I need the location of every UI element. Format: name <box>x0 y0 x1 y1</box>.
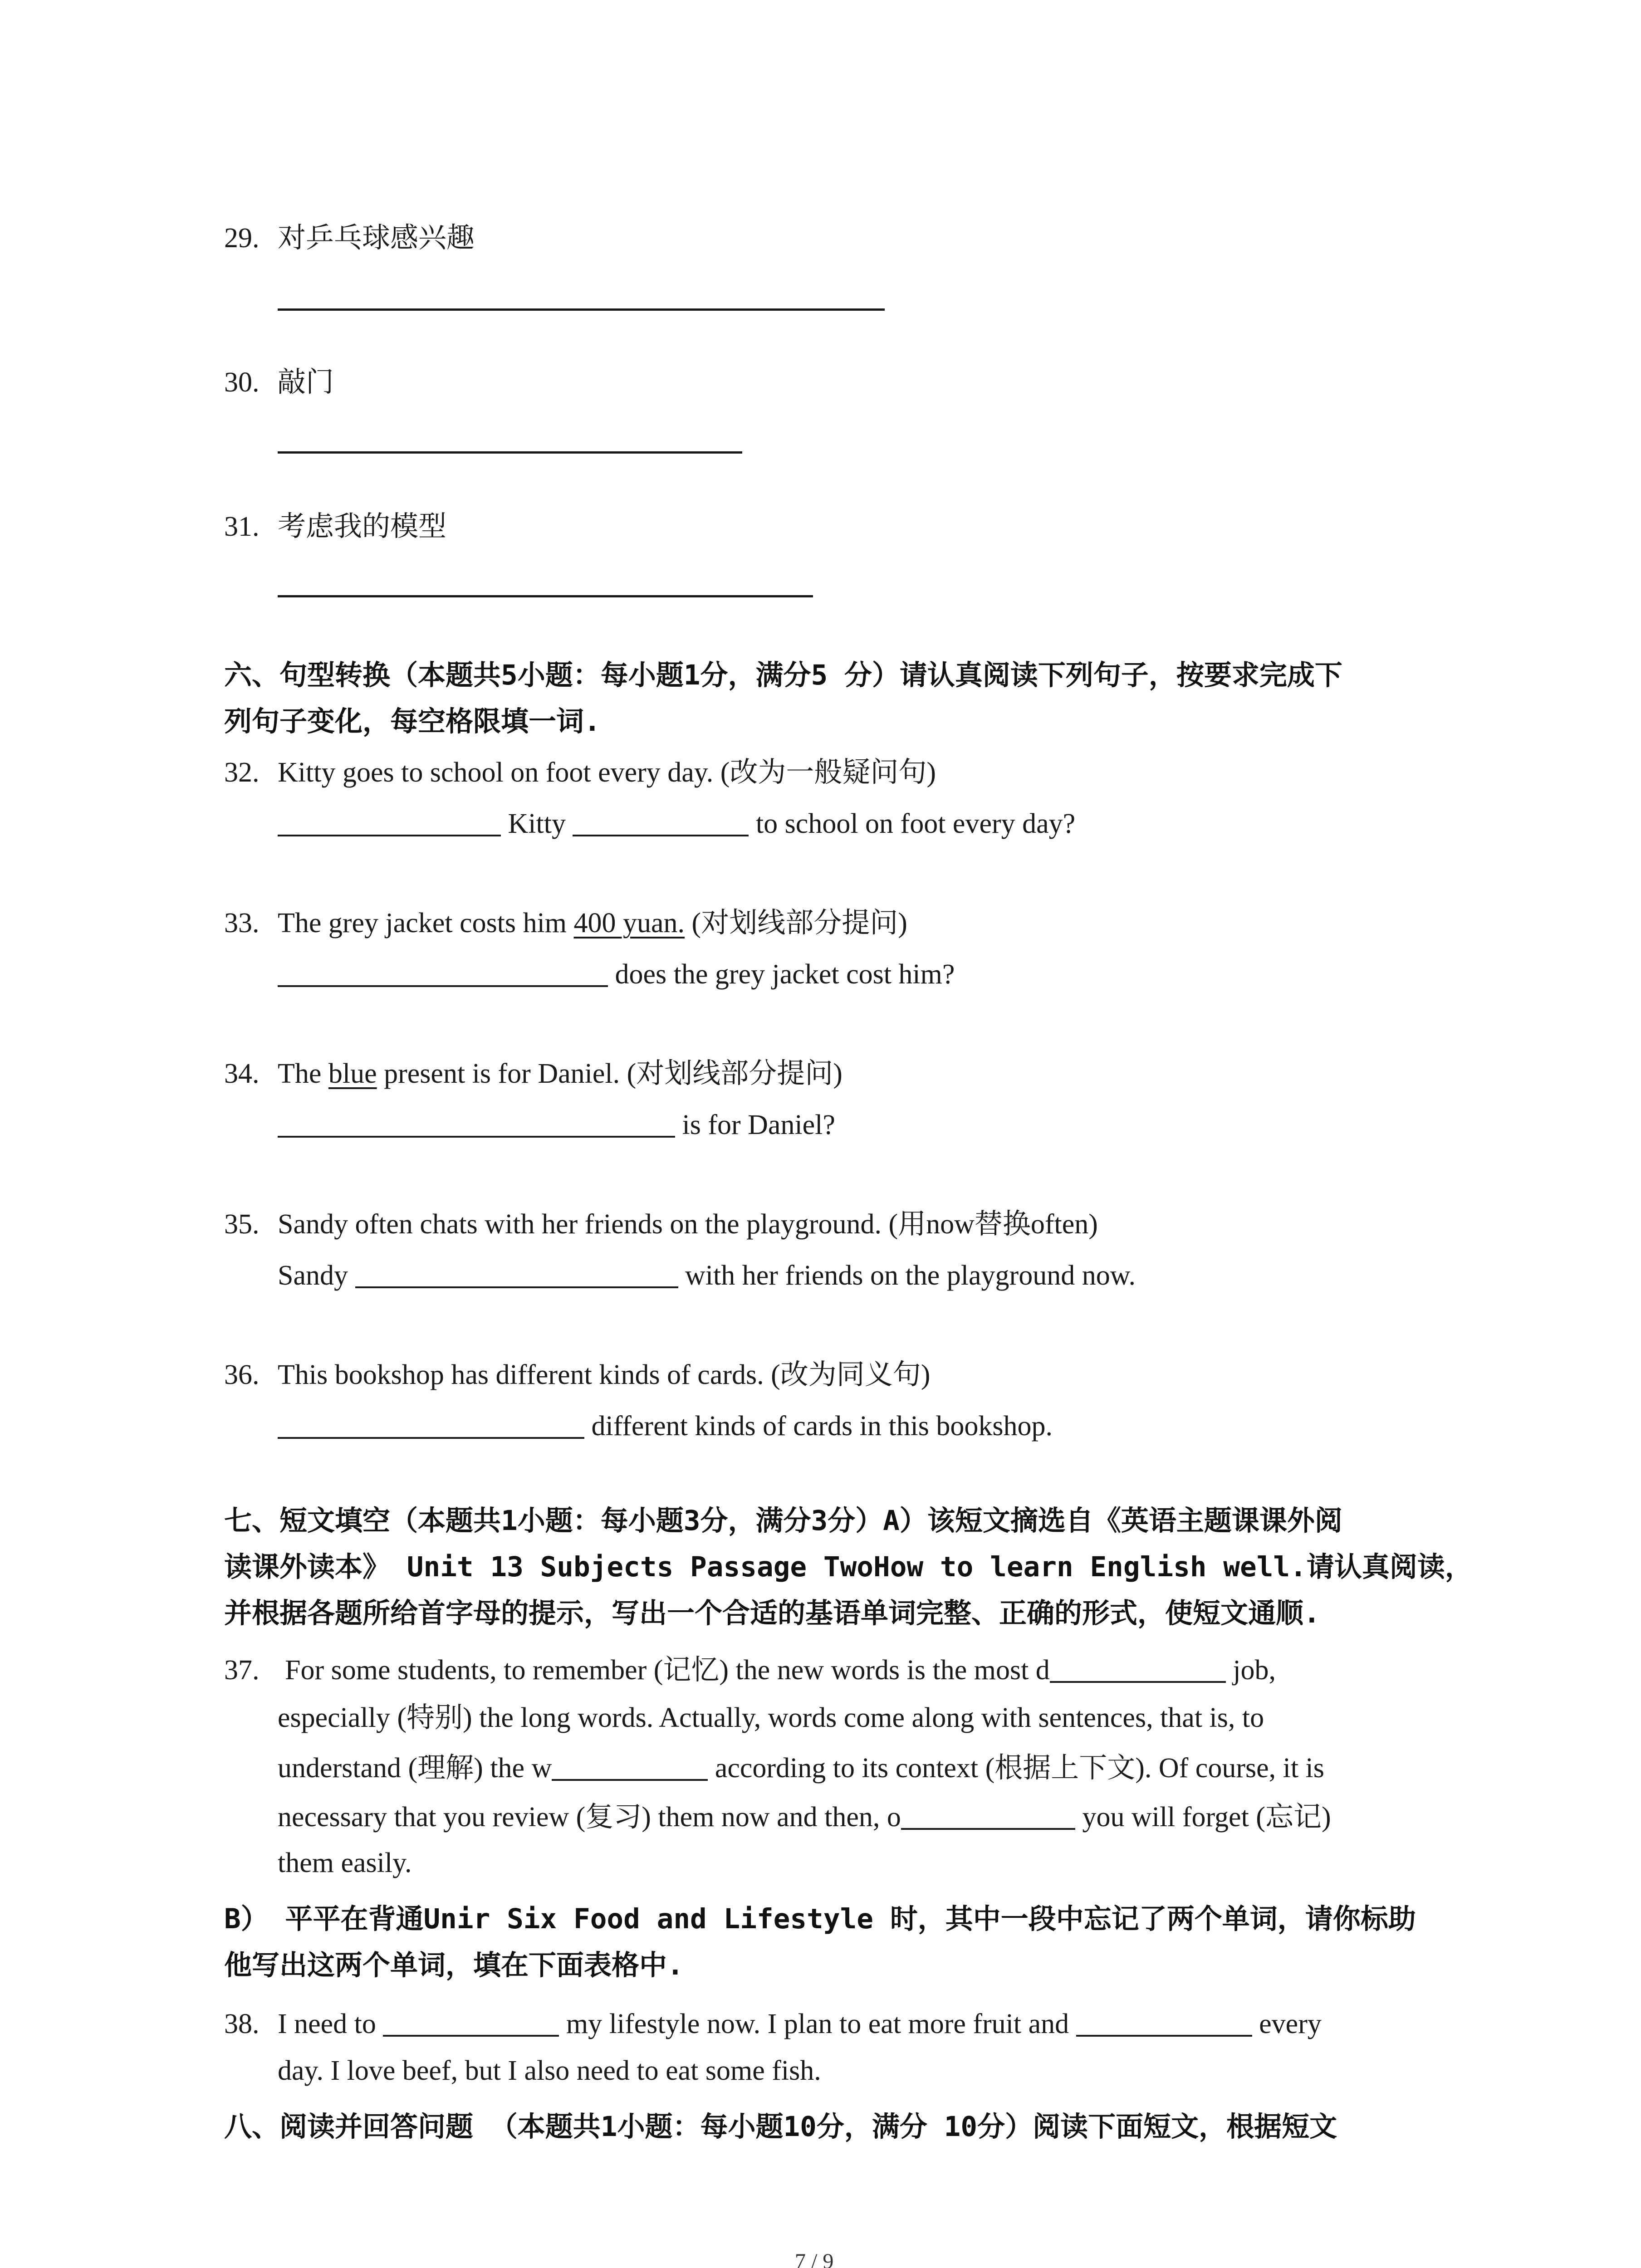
question-33 <box>224 909 907 937</box>
question-37-line2: especially (特别) the long words. Actually, words come along with sentences, that is, to <box>278 1702 1264 1733</box>
passage-text: you will forget (忘记) <box>1075 1802 1331 1833</box>
question-35 <box>224 1210 1098 1238</box>
passage-text: For some students, to remember (记忆) the new words is the most d <box>285 1655 1050 1686</box>
section-b-heading-line1: B） 平平在背通Unir Six Food and Lifestyle 时，其中一段中忘记了两个单词，请你标助 <box>224 1903 1416 1935</box>
answer-text: is for Daniel? <box>682 1110 835 1140</box>
question-number: 35. <box>224 1209 260 1240</box>
section-7-heading-line2: 读课外读本》 Unit 13 Subjects Passage TwoHow to learn English well.请认真阅读， <box>224 1551 1473 1583</box>
passage-text: job, <box>1225 1655 1276 1686</box>
answer-blank-38b[interactable] <box>1076 2009 1252 2037</box>
answer-blank-31[interactable] <box>278 595 813 597</box>
question-instruction: present is for Daniel. (对划线部分提问) <box>377 1058 843 1089</box>
passage-text: necessary that you review (复习) them now and then, o <box>278 1802 901 1833</box>
question-text: 考虑我的模型 <box>278 511 447 542</box>
passage-text: I need to <box>278 2009 383 2039</box>
question-37-line4 <box>278 1803 1331 1831</box>
answer-text: does the grey jacket cost him? <box>615 959 955 990</box>
question-37-line3 <box>278 1754 1324 1782</box>
answer-line-34 <box>278 1110 835 1139</box>
passage-text: according to its context (根据上下文). Of course, it is <box>708 1753 1324 1784</box>
section-7-heading-line3: 并根据各题所给首字母的提示，写出一个合适的基语单词完整、正确的形式，使短文通顺. <box>224 1597 1320 1629</box>
question-text: The grey jacket costs him <box>278 908 574 938</box>
passage-text: my lifestyle now. I plan to eat more fruit and <box>559 2009 1076 2039</box>
question-text: The <box>278 1058 328 1089</box>
question-31 <box>224 513 446 541</box>
answer-line-36 <box>278 1412 1053 1440</box>
answer-blank-30[interactable] <box>278 451 742 454</box>
question-30 <box>224 368 334 396</box>
question-number: 31. <box>224 511 260 542</box>
answer-blank-34[interactable] <box>278 1110 675 1138</box>
answer-blank-32a[interactable] <box>278 809 501 836</box>
answer-blank-37b[interactable] <box>552 1754 708 1781</box>
question-37-line1 <box>224 1656 1276 1684</box>
question-number: 32. <box>224 757 260 788</box>
answer-text: with her friends on the playground now. <box>685 1260 1136 1291</box>
question-29 <box>224 224 475 252</box>
question-number: 34. <box>224 1058 260 1089</box>
answer-blank-35[interactable] <box>355 1261 678 1288</box>
question-text: 对乒乓球感兴趣 <box>278 223 475 254</box>
question-text: Sandy often chats with her friends on the playground. (用now替换often) <box>278 1209 1098 1240</box>
question-number: 30. <box>224 367 260 398</box>
section-b-heading-line2: 他写出这两个单词，填在下面表格中. <box>224 1949 684 1981</box>
underlined-part: 400 yuan. <box>573 908 685 938</box>
question-number: 36. <box>224 1359 260 1390</box>
answer-blank-33[interactable] <box>278 960 608 987</box>
answer-blank-36[interactable] <box>278 1412 584 1439</box>
question-37-line5: them easily. <box>278 1848 412 1878</box>
question-number: 37. <box>224 1655 260 1686</box>
answer-blank-32b[interactable] <box>573 809 749 836</box>
section-8-heading-line1: 八、阅读并回答问题 （本题共1小题：每小题10分，满分 10分）阅读下面短文，根据短文 <box>224 2111 1337 2143</box>
answer-blank-37a[interactable] <box>1050 1656 1226 1683</box>
answer-text: to school on foot every day? <box>755 808 1076 839</box>
answer-text: different kinds of cards in this bookshop. <box>591 1411 1053 1442</box>
question-text: Kitty goes to school on foot every day. (改为一般疑问句) <box>278 757 936 788</box>
question-number: 33. <box>224 908 260 938</box>
underlined-part: blue <box>328 1058 377 1089</box>
question-number: 29. <box>224 223 260 254</box>
section-6-heading-line2: 列句子变化，每空格限填一词. <box>224 705 601 738</box>
answer-line-33 <box>278 960 955 988</box>
passage-text: understand (理解) the w <box>278 1753 552 1784</box>
section-7-heading-line1: 七、短文填空（本题共1小题：每小题3分，满分3分）A）该短文摘选自《英语主题课课外阅 <box>224 1505 1342 1537</box>
answer-blank-37c[interactable] <box>901 1803 1075 1830</box>
answer-line-35 <box>278 1261 1136 1290</box>
answer-text: Kitty <box>508 808 566 839</box>
question-36 <box>224 1361 930 1389</box>
section-6-heading-line1: 六、句型转换（本题共5小题：每小题1分，满分5 分）请认真阅读下列句子，按要求完成下 <box>224 659 1342 691</box>
question-34 <box>224 1060 843 1088</box>
passage-text: every <box>1252 2009 1322 2039</box>
question-number: 38. <box>224 2009 260 2039</box>
question-38-line1 <box>224 2009 1322 2038</box>
answer-text: Sandy <box>278 1260 348 1291</box>
page-number: 7 / 9 <box>795 2249 834 2268</box>
answer-blank-29[interactable] <box>278 308 885 311</box>
question-text: 敲门 <box>278 367 334 398</box>
question-instruction: (对划线部分提问) <box>685 908 907 938</box>
answer-line-32 <box>278 809 1075 838</box>
answer-blank-38a[interactable] <box>383 2009 559 2037</box>
question-32 <box>224 758 936 787</box>
question-text: This bookshop has different kinds of cards. (改为同义句) <box>278 1359 931 1390</box>
question-38-line2: day. I love beef, but I also need to eat some fish. <box>278 2055 821 2086</box>
